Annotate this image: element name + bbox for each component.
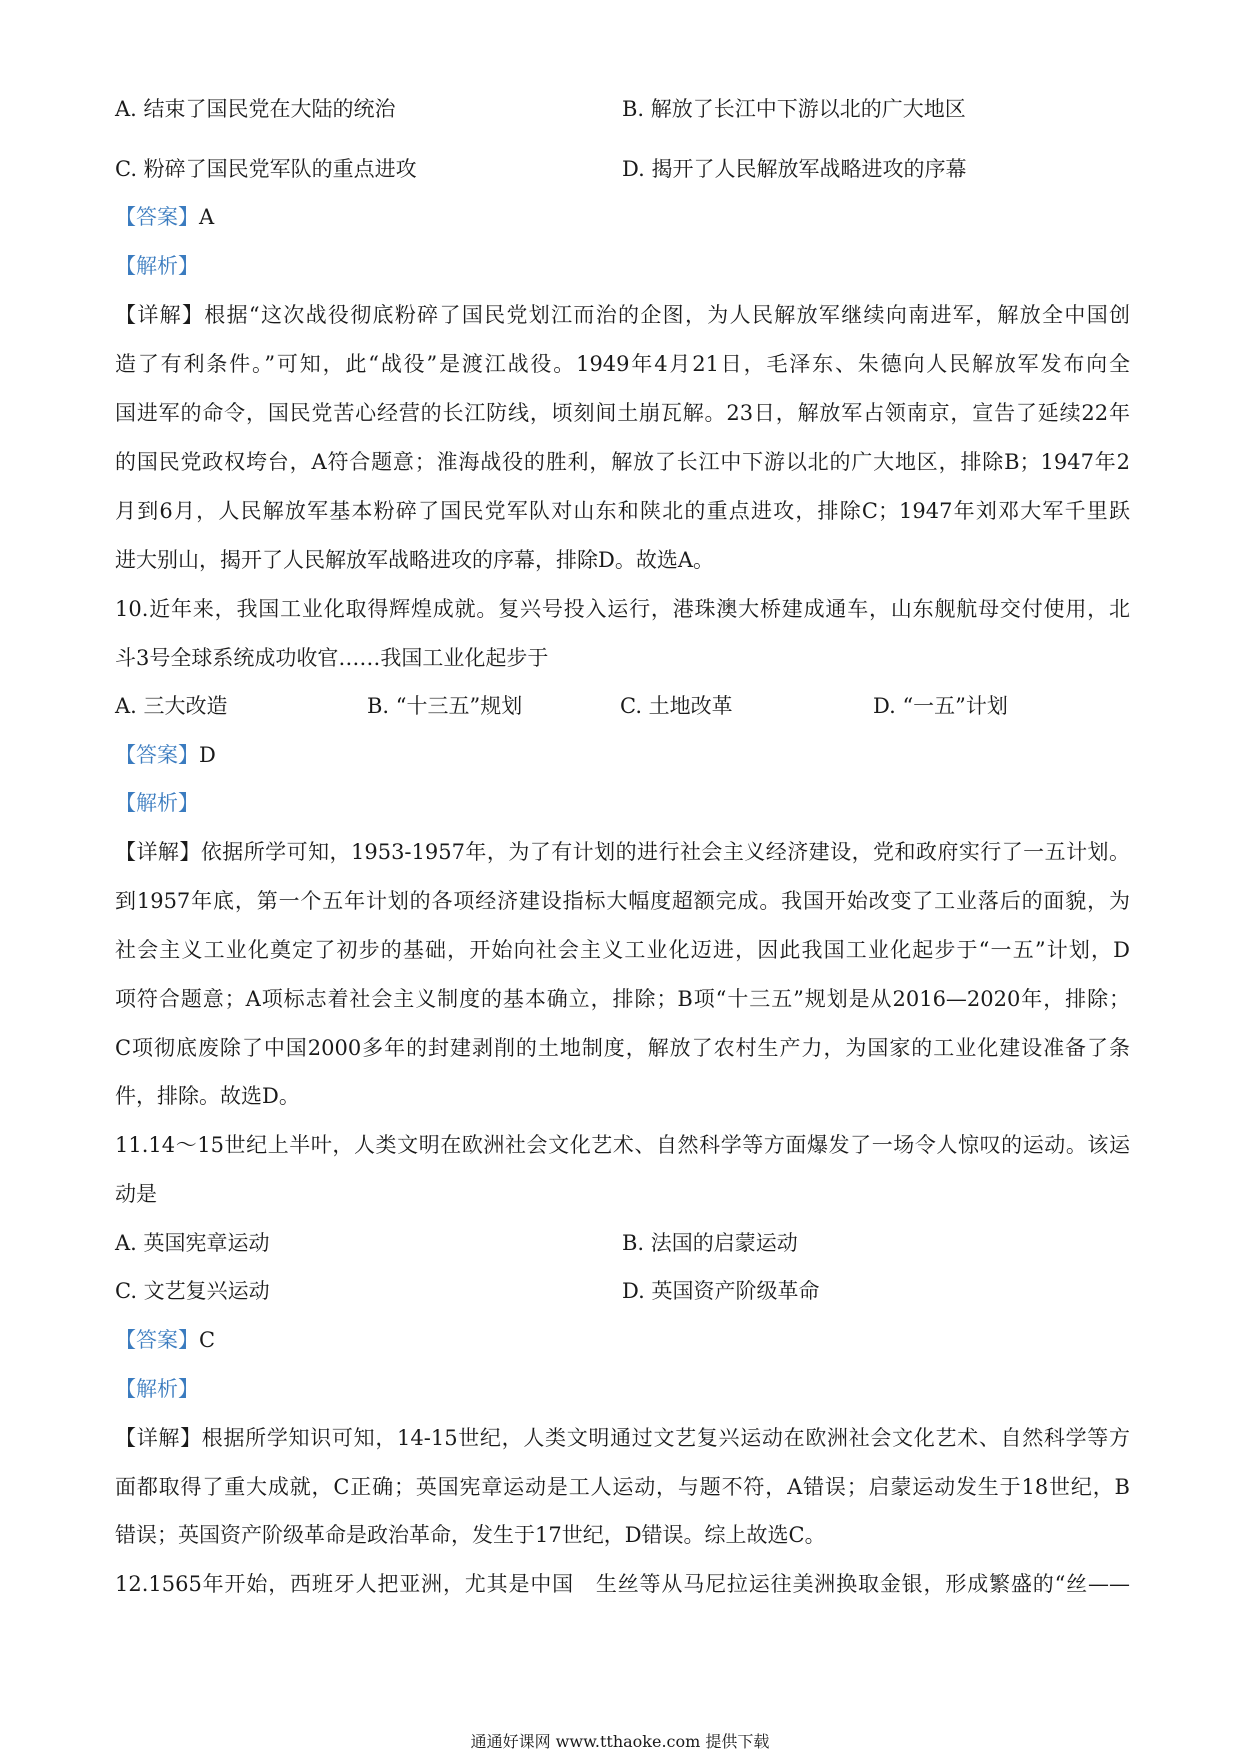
q11-answer	[115, 1326, 1130, 1354]
q9-option-b: B. 解放了长江中下游以北的广大地区	[622, 97, 966, 121]
q10-stem-line: 斗3号全球系统成功收官……我国工业化起步于	[115, 646, 549, 670]
analysis-label: 【解析】	[115, 791, 199, 815]
answer-label: 【答案】	[115, 743, 199, 767]
q10-stem-line: 10.近年来，我国工业化取得辉煌成就。复兴号投入运行，港珠澳大桥建成通车，山东舰航母交付使用，北	[115, 597, 1130, 621]
q11-detail-line: 面都取得了重大成就，C正确；英国宪章运动是工人运动，与题不符，A错误；启蒙运动发生于18世纪，B	[115, 1475, 1130, 1499]
q9-answer	[115, 203, 1130, 231]
detail-label: 【详解】	[115, 840, 201, 864]
q11-stem-line: 动是	[115, 1182, 157, 1206]
q11-option-a: A. 英国宪章运动	[115, 1231, 270, 1255]
q12-stem-line: 12.1565年开始，西班牙人把亚洲，尤其是中国 生丝等从马尼拉运往美洲换取金银，形成繁盛的“丝——	[115, 1572, 1130, 1596]
q10-detail-line: 项符合题意；A项标志着社会主义制度的基本确立，排除；B项“十三五”规划是从2016—2020年，排除；	[115, 987, 1130, 1011]
q9-detail-line: 【详解】根据“这次战役彻底粉碎了国民党划江而治的企图，为人民解放军继续向南进军，解放全中国创	[115, 303, 1131, 327]
page-footer: 通通好课网 www.tthaoke.com 提供下载	[470, 1732, 770, 1751]
q9-option-a: A. 结束了国民党在大陆的统治	[115, 97, 396, 121]
detail-label: 【详解】	[115, 1426, 202, 1450]
q10-option-d: D. “一五”计划	[873, 694, 1008, 718]
q10-answer-value: D	[199, 743, 216, 767]
analysis-label: 【解析】	[115, 1377, 199, 1401]
q10-detail-line: 到1957年底，第一个五年计划的各项经济建设指标大幅度超额完成。我国开始改变了工业落后的面貌，为	[115, 889, 1130, 913]
q11-detail-line: 【详解】根据所学知识可知，14-15世纪，人类文明通过文艺复兴运动在欧洲社会文化艺术、自然科学等方	[115, 1426, 1131, 1450]
q11-option-c: C. 文艺复兴运动	[115, 1279, 270, 1303]
q10-option-c: C. 土地改革	[620, 694, 733, 718]
q11-stem-line: 11.14～15世纪上半叶，人类文明在欧洲社会文化艺术、自然科学等方面爆发了一场令人惊叹的运动。该运	[115, 1133, 1130, 1157]
q11-analysis	[115, 1375, 1130, 1403]
detail-label: 【详解】	[115, 303, 205, 327]
q9-analysis	[115, 252, 1130, 280]
answer-label: 【答案】	[115, 205, 199, 229]
q9-option-d: D. 揭开了人民解放军战略进攻的序幕	[622, 157, 967, 181]
analysis-label: 【解析】	[115, 254, 199, 278]
q10-analysis	[115, 789, 1130, 817]
q11-answer-value: C	[199, 1328, 216, 1352]
q9-detail-line: 国进军的命令，国民党苦心经营的长江防线，顷刻间土崩瓦解。23日，解放军占领南京，宣告了延续22年	[115, 401, 1130, 425]
answer-label: 【答案】	[115, 1328, 199, 1352]
q10-answer	[115, 741, 1130, 769]
q10-option-a: A. 三大改造	[115, 694, 228, 718]
q9-detail-line: 的国民党政权垮台，A符合题意；淮海战役的胜利，解放了长江中下游以北的广大地区，排除B；1947年2	[115, 450, 1130, 474]
q10-detail-line: 【详解】依据所学可知，1953-1957年，为了有计划的进行社会主义经济建设，党和政府实行了一五计划。	[115, 840, 1130, 864]
q10-detail-line: 社会主义工业化奠定了初步的基础，开始向社会主义工业化迈进，因此我国工业化起步于“一五”计划，D	[115, 938, 1130, 962]
q11-option-b: B. 法国的启蒙运动	[622, 1231, 798, 1255]
q9-answer-value: A	[199, 205, 215, 229]
q9-detail-line: 进大别山，揭开了人民解放军战略进攻的序幕，排除D。故选A。	[115, 548, 714, 572]
q10-detail-line: 件，排除。故选D。	[115, 1084, 300, 1108]
q11-detail-line: 错误；英国资产阶级革命是政治革命，发生于17世纪，D错误。综上故选C。	[115, 1523, 826, 1547]
q10-detail-line: C项彻底废除了中国2000多年的封建剥削的土地制度，解放了农村生产力，为国家的工业化建设准备了条	[115, 1036, 1130, 1060]
q9-detail-line: 月到6月，人民解放军基本粉碎了国民党军队对山东和陕北的重点进攻，排除C；1947年刘邓大军千里跃	[115, 499, 1130, 523]
q9-option-c: C. 粉碎了国民党军队的重点进攻	[115, 157, 417, 181]
q10-option-b: B. “十三五”规划	[367, 694, 523, 718]
q9-detail-line: 造了有利条件。”可知，此“战役”是渡江战役。1949年4月21日，毛泽东、朱德向人民解放军发布向全	[115, 352, 1130, 376]
q11-option-d: D. 英国资产阶级革命	[622, 1279, 820, 1303]
